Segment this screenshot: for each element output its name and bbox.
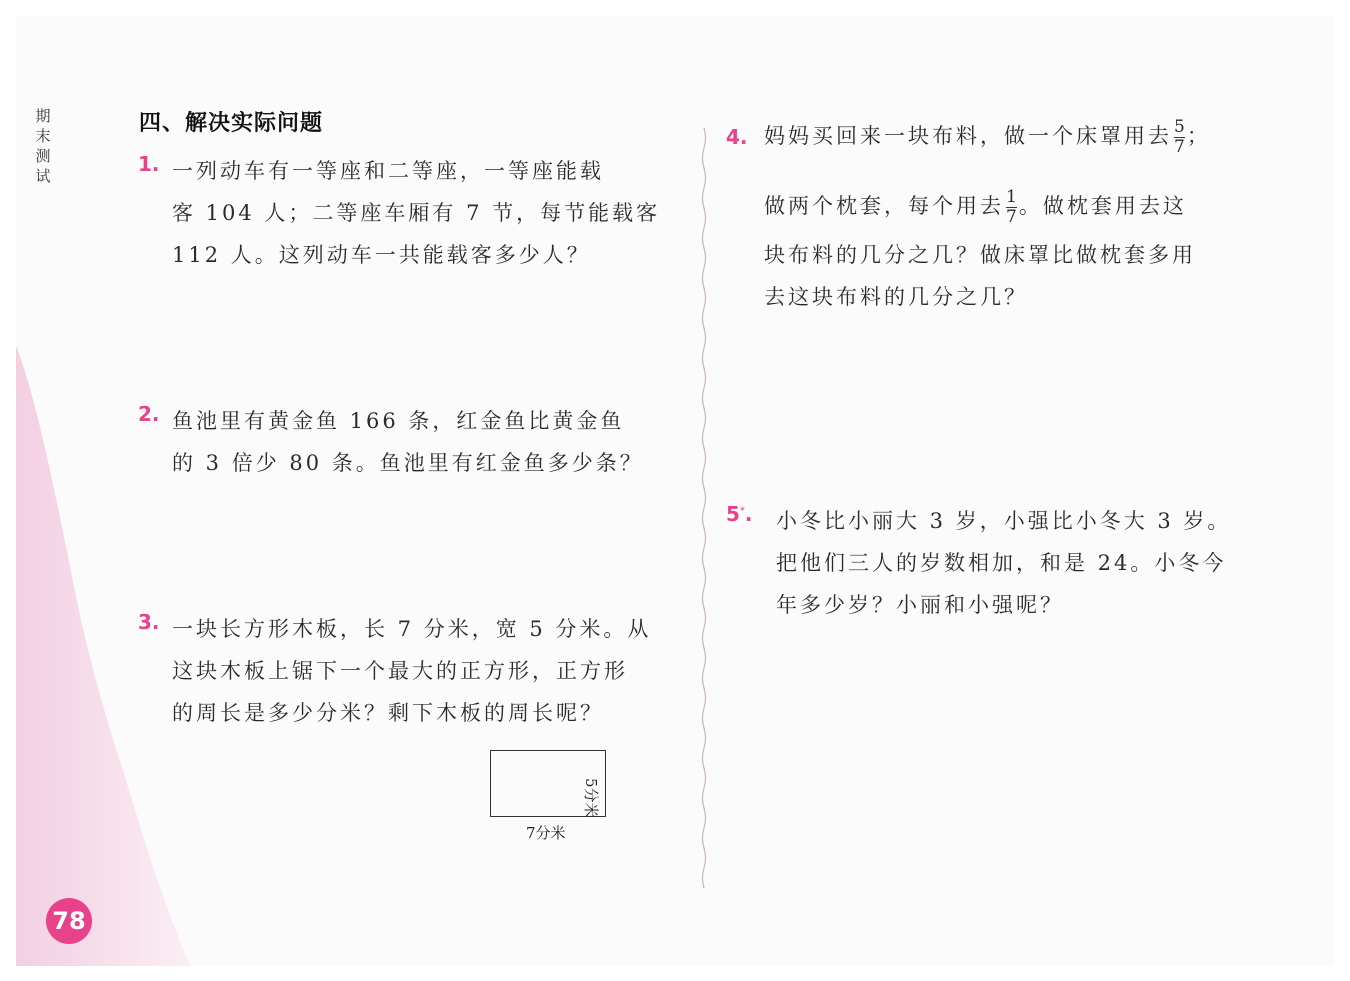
question-3-line: 这块木板上锯下一个最大的正方形，正方形 bbox=[172, 659, 628, 683]
question-2-line: 鱼池里有黄金鱼 166 条，红金鱼比黄金鱼 bbox=[172, 409, 625, 433]
question-4-number: 4. bbox=[726, 125, 748, 149]
question-4-line: 块布料的几分之几？做床罩比做枕套多用 bbox=[764, 243, 1196, 267]
question-4-text-part: 做两个枕套，每个用去 bbox=[764, 194, 1004, 218]
question-3-text bbox=[172, 608, 651, 734]
question-5-text bbox=[776, 500, 1231, 626]
optional-mark: * bbox=[739, 505, 745, 517]
side-label bbox=[34, 106, 52, 186]
question-5-number-digit: 5 bbox=[726, 502, 740, 526]
question-3-line: 一块长方形木板，长 7 分米，宽 5 分米。从 bbox=[172, 617, 652, 641]
question-2-number: 2. bbox=[138, 402, 160, 426]
question-5-line: 年多少岁？小丽和小强呢？ bbox=[776, 593, 1064, 617]
question-1-line: 客 104 人；二等座车厢有 7 节，每节能载客 bbox=[172, 201, 661, 225]
question-5-number bbox=[726, 502, 753, 526]
question-3-number: 3. bbox=[138, 610, 160, 634]
question-1-number: 1. bbox=[138, 152, 160, 176]
question-1-line: 112 人。这列动车一共能载客多少人？ bbox=[172, 243, 591, 267]
question-5-line: 把他们三人的岁数相加，和是 24。小冬今 bbox=[776, 551, 1227, 575]
fraction-numerator: 5 bbox=[1174, 117, 1185, 137]
side-label-char: 试 bbox=[35, 167, 51, 185]
fraction bbox=[1174, 118, 1185, 157]
question-4-text-part: 。做枕套用去这 bbox=[1018, 194, 1187, 218]
section-title: 四、解决实际问题 bbox=[139, 111, 324, 136]
side-label-char: 期 bbox=[35, 107, 51, 125]
question-5-line: 小冬比小丽大 3 岁，小强比小冬大 3 岁。 bbox=[776, 509, 1232, 533]
question-1-text bbox=[172, 150, 660, 276]
fraction-denominator: 7 bbox=[1006, 207, 1017, 227]
page-number-badge: 78 bbox=[46, 898, 92, 944]
question-4-text bbox=[764, 108, 1211, 318]
question-3-line: 的周长是多少分米？剩下木板的周长呢？ bbox=[172, 701, 604, 725]
question-4-line bbox=[764, 108, 1211, 164]
fraction-denominator: 7 bbox=[1174, 137, 1185, 157]
question-2-line: 的 3 倍少 80 条。鱼池里有红金鱼多少条？ bbox=[172, 451, 644, 475]
question-1-line: 一列动车有一等座和二等座，一等座能载 bbox=[172, 159, 604, 183]
question-4-text-part: 妈妈买回来一块布料，做一个床罩用去 bbox=[764, 124, 1172, 148]
width-label: 7分米 bbox=[526, 824, 566, 842]
question-5-number-dot: . bbox=[744, 502, 753, 526]
fraction bbox=[1006, 188, 1017, 227]
column-divider bbox=[698, 128, 710, 888]
question-4-line bbox=[764, 178, 1211, 234]
question-4-line: 去这块布料的几分之几？ bbox=[764, 285, 1028, 309]
side-label-char: 测 bbox=[35, 147, 51, 165]
height-label: 5分米 bbox=[582, 778, 600, 818]
side-label-char: 末 bbox=[35, 127, 51, 145]
question-2-text bbox=[172, 400, 644, 484]
fraction-numerator: 1 bbox=[1006, 187, 1017, 207]
question-4-text-part: ； bbox=[1186, 124, 1211, 148]
